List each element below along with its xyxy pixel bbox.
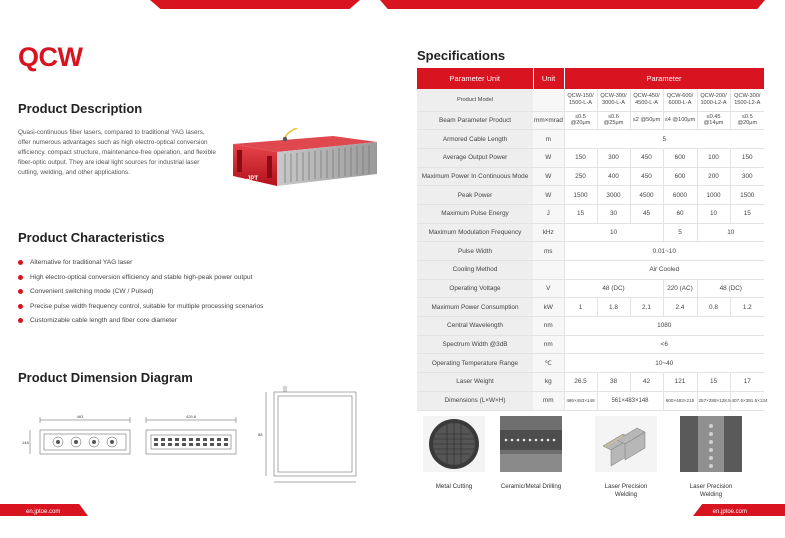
- table-row: Operating Temperature Range ℃ 10~40: [417, 354, 764, 373]
- application-drilling: [499, 416, 563, 491]
- table-row: Dimensions (L×W×H) mm 486×483×148 561×483×148 600×483×215 257×288×128.5 407.5×391.5×134: [417, 391, 764, 410]
- list-item: Customizable cable length and fiber core diameter: [18, 317, 263, 332]
- dim-height: 148: [22, 440, 29, 445]
- bullet-icon: [18, 304, 23, 309]
- list-item: Precise pulse width frequency control, suitable for multiple processing scenarios: [18, 303, 263, 318]
- application-welding: [594, 416, 658, 499]
- table-row: Armored Cable Length m 5: [417, 130, 764, 149]
- ceramic-drilling-image: [500, 416, 562, 472]
- application-label: Laser Precision Welding: [689, 483, 733, 498]
- description-text: Quasi-continuous fiber lasers, compared to traditional YAG lasers, offer numerous advantages such as high electro-optical conversion efficiency, compact structure, maintenance-free operation, and flexible fiber-optic output. They are ideal light sources for industrial laser cutting, welding, and other applications.: [18, 129, 216, 176]
- table-row: Maximum Power Consumption kW 1 1.8 2.1 2.4 0.8 1.2: [417, 298, 764, 317]
- table-row: Average Output Power W 150 300 450 600 100 150: [417, 148, 764, 167]
- footer-url-right[interactable]: en.jptoe.com: [712, 509, 747, 515]
- list-item: High electro-optical conversion efficiency and stable high-peak power output: [18, 274, 263, 289]
- table-row: Beam Parameter Product mm×mrad ≤0.5 @20μm ≤0.6 @25μm ≤2 @50μm ≤4 @100μm ≤0.45 @14μm ≤0.5 @20μm: [417, 111, 764, 130]
- table-row: Peak Power W 1500 3000 4500 6000 1000 1500: [417, 186, 764, 205]
- product-title: QCW: [18, 42, 83, 72]
- characteristics-heading: Product Characteristics: [18, 230, 165, 245]
- application-metal-cutting: [422, 416, 486, 491]
- table-row: Operating Voltage V 48 (DC) 220 (AC) 48 (DC): [417, 279, 764, 298]
- application-label: Metal Cutting: [435, 483, 473, 490]
- application-welding-2: [679, 416, 743, 499]
- table-row: Product Model QCW-150/ 1500-L-A QCW-300/ 3000-L-A QCW-450/ 4500-L-A QCW-600/ 6000-L-A QCW-200/ 1000-L2-A QCW-300/ 1500-L2-A: [417, 89, 764, 111]
- table-row: Cooling Method Air Cooled: [417, 261, 764, 280]
- table-row: Maximum Power In Continuous Mode W 250 400 450 600 200 300: [417, 167, 764, 186]
- precision-welding-image: [595, 416, 657, 472]
- bullet-icon: [18, 318, 23, 323]
- header-parameter: Parameter: [564, 68, 764, 89]
- list-item: Convenient switching mode (CW / Pulsed): [18, 288, 263, 303]
- table-header-row: [417, 68, 764, 89]
- bullet-icon: [18, 289, 23, 294]
- application-label: Ceramic/Metal Drilling: [500, 483, 562, 490]
- dim-side-height: 88: [258, 432, 263, 437]
- application-label: Laser Precision Welding: [604, 483, 648, 498]
- specifications-heading: Specifications: [417, 48, 506, 63]
- metal-cutting-image: [423, 416, 485, 472]
- dim-top-width: 429.8: [185, 414, 197, 419]
- precision-welding-image-2: [680, 416, 742, 472]
- table-row: Central Wavelength nm 1080: [417, 317, 764, 336]
- header-unit: Unit: [533, 68, 564, 89]
- characteristics-list: [18, 259, 263, 332]
- dimension-heading: Product Dimension Diagram: [18, 370, 193, 385]
- table-row: Maximum Pulse Energy J 15 30 45 60 10 15: [417, 204, 764, 223]
- header-parameter-unit: Parameter Unit: [417, 68, 533, 89]
- footer-url-left[interactable]: en.jptoe.com: [26, 509, 61, 515]
- specifications-table: [417, 68, 768, 411]
- top-accent-bar-right: [380, 0, 765, 9]
- table-row: Spectrum Width @3dB nm <6: [417, 335, 764, 354]
- table-row: Laser Weight kg 26.5 38 42 121 15 17: [417, 373, 764, 392]
- table-row: Pulse Width ms 0.01~10: [417, 242, 764, 261]
- table-row: Maximum Modulation Frequency kHz 10 5 10: [417, 223, 764, 242]
- bullet-icon: [18, 260, 23, 265]
- top-accent-bar-left: [150, 0, 360, 9]
- laser-device-image: [225, 128, 385, 190]
- description-heading: Product Description: [18, 101, 143, 116]
- bullet-icon: [18, 275, 23, 280]
- device-brand-label: JPT: [247, 176, 259, 182]
- list-item: Alternative for traditional YAG laser: [18, 259, 263, 274]
- dimension-diagram: [18, 386, 378, 486]
- dim-front-width: 483: [76, 414, 84, 419]
